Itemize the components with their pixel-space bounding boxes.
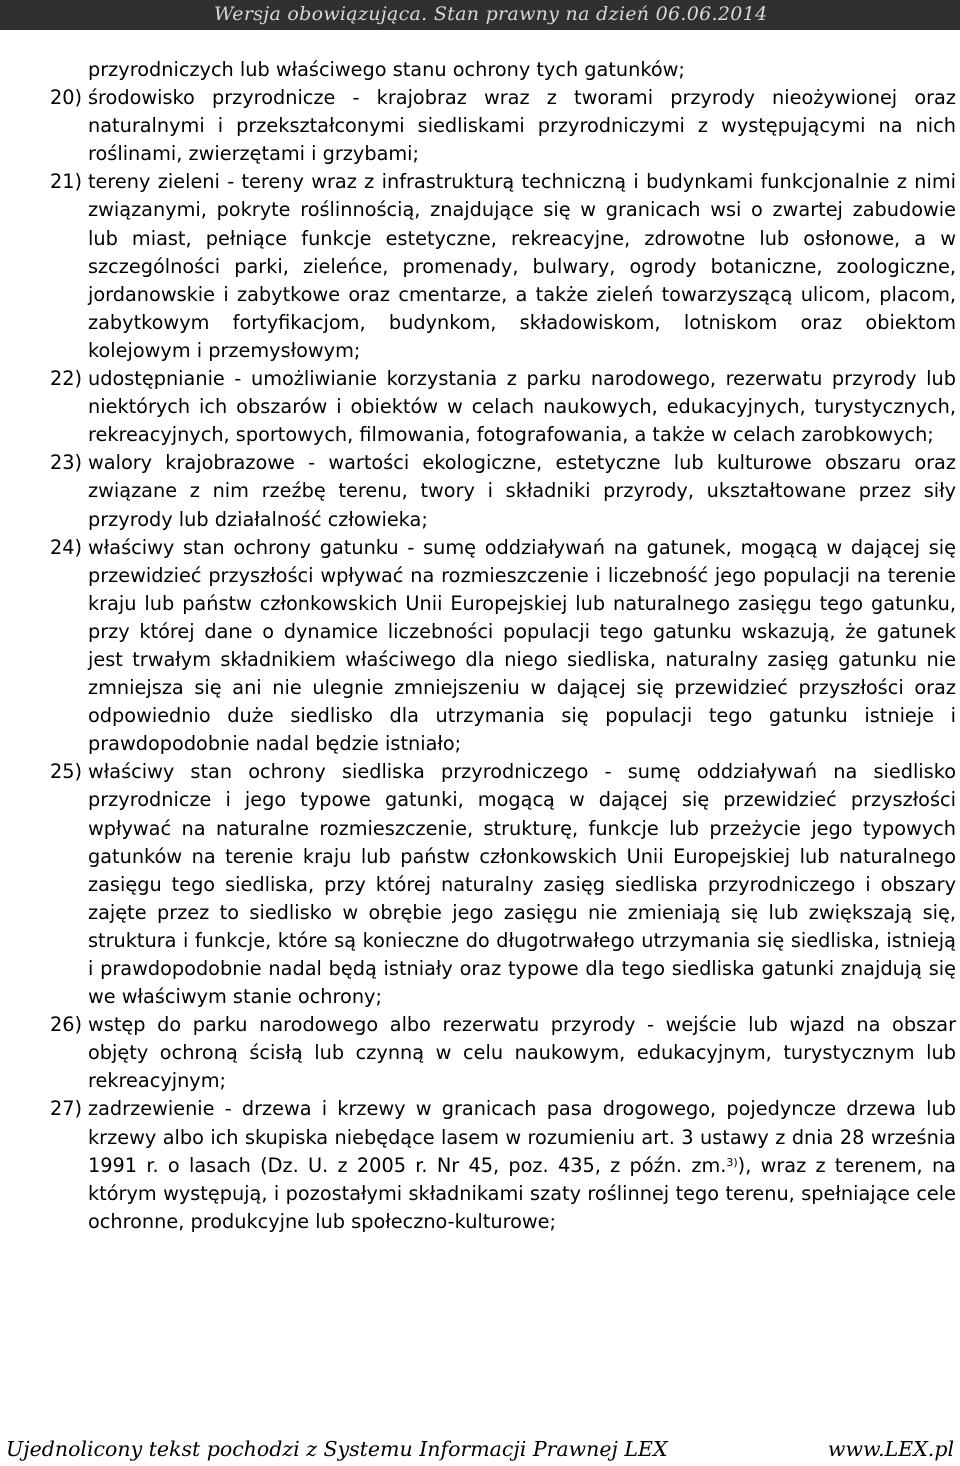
page-footer bbox=[0, 1429, 960, 1466]
item-text: właściwy stan ochrony siedliska przyrodniczego - sumę oddziaływań na siedlisko przyrodnicze i jego typowe gatunki, mogącą w dającej się przewidzieć przyszłości wpływać na naturalne rozmieszczenie, strukturę, funkcje lub przeżycie jego typowych gatunków na terenie kraju lub państw członkowskich Unii Europejskiej lub naturalnego zasięgu tego siedliska, przy której naturalny zasięg siedliska przyrodniczego i obszary zajęte przez to siedlisko w obrębie jego zasięgu nie zmieniają się lub zwiększają się, struktura i funkcje, które są konieczne do długotrwałego utrzymania się siedliska, istnieją i prawdopodobnie nadal będą istniały oraz typowe dla tego siedliska gatunki znajdują się we właściwym stanie ochrony; bbox=[88, 760, 956, 1009]
item-text: środowisko przyrodnicze - krajobraz wraz z tworami przyrody nieożywionej oraz naturalnymi i przekształconymi siedliskami przyrodniczymi z występującymi na nich roślinami, zwierzętami i grzybami; bbox=[88, 86, 956, 166]
item-text: udostępnianie - umożliwianie korzystania z parku narodowego, rezerwatu przyrody lub niektórych ich obszarów i obiektów w celach naukowych, edukacyjnych, turystycznych, rekreacyjnych, sportowych, filmowania, fotografowania, a także w celach zarobkowych; bbox=[88, 367, 956, 447]
item-text: walory krajobrazowe - wartości ekologiczne, estetyczne lub kulturowe obszaru oraz związane z nim rzeźbę terenu, twory i składniki przyrody, ukształtowane przez siły przyrody lub działalność człowieka; bbox=[88, 451, 956, 531]
document-body bbox=[50, 56, 956, 1236]
list-item bbox=[50, 1011, 956, 1095]
footer-source: Ujednolicony tekst pochodzi z Systemu Informacji Prawnej LEX bbox=[6, 1437, 668, 1461]
item-number: 27) bbox=[50, 1097, 83, 1121]
continuation-text: przyrodniczych lub właściwego stanu ochrony tych gatunków; bbox=[88, 58, 685, 81]
footnote-ref[interactable]: 3) bbox=[726, 1155, 738, 1169]
list-item bbox=[50, 168, 956, 365]
item-number: 20) bbox=[50, 86, 83, 110]
list-item-27 bbox=[50, 1095, 956, 1235]
list-item bbox=[50, 84, 956, 168]
version-header: Wersja obowiązująca. Stan prawny na dzień 06.06.2014 bbox=[214, 3, 768, 25]
list-item bbox=[50, 365, 956, 449]
page-header-banner bbox=[0, 0, 960, 30]
definition-list bbox=[50, 84, 956, 1095]
item-number: 22) bbox=[50, 367, 83, 391]
item-text: wstęp do parku narodowego albo rezerwatu przyrody - wejście lub wjazd na obszar objęty ochroną ścisłą lub czynną w celu naukowym, edukacyjnym, turystycznym lub rekreacyjnym; bbox=[88, 1013, 956, 1093]
list-item bbox=[50, 534, 956, 759]
item-number: 21) bbox=[50, 170, 83, 194]
item-number: 23) bbox=[50, 451, 83, 475]
item-text-part: ), wraz z terenem, na którym występują, i pozostałymi składnikami szaty roślinnej tego terenu, spełniające cele ochronne, produkcyjne lub społeczno-kulturowe; bbox=[88, 1153, 956, 1233]
item-number: 24) bbox=[50, 535, 83, 559]
item-number: 25) bbox=[50, 760, 83, 784]
list-item bbox=[50, 449, 956, 533]
footer-site-link[interactable]: www.LEX.pl bbox=[827, 1437, 954, 1461]
item-text-part: zadrzewienie - drzewa i krzewy w granicach pasa drogowego, pojedyncze drzewa lub krzewy albo ich skupiska niebędące lasem w rozumieniu art. 3 ustawy z dnia 28 września 1991 r. o lasach (Dz. U. z 2005 r. Nr 45, poz. 435, z późn. zm. bbox=[88, 1097, 956, 1177]
list-item bbox=[50, 758, 956, 1011]
item-text: tereny zieleni - tereny wraz z infrastrukturą techniczną i budynkami funkcjonalnie z nimi związanymi, pokryte roślinnością, znajdujące się w granicach wsi o zwartej zabudowie lub miast, pełniące funkcje estetyczne, rekreacyjne, zdrowotne lub osłonowe, a w szczególności parki, zieleńce, promenady, bulwary, ogrody botaniczne, zoologiczne, jordanowskie i zabytkowe oraz cmentarze, a także zieleń towarzyszącą ulicom, placom, zabytkowym fortyfikacjom, budynkom, składowiskom, lotniskom oraz obiektom kolejowym i przemysłowym; bbox=[88, 170, 956, 362]
item-number: 26) bbox=[50, 1013, 83, 1037]
item-text bbox=[88, 1095, 956, 1235]
item-text: właściwy stan ochrony gatunku - sumę oddziaływań na gatunek, mogącą w dającej się przewidzieć przyszłości wpływać na rozmieszczenie i liczebność jego populacji na terenie kraju lub państw członkowskich Unii Europejskiej lub naturalnego zasięgu tego gatunku, przy której dane o dynamice liczebności populacji tego gatunku wskazują, że gatunek jest trwałym składnikiem właściwego dla niego siedliska, naturalny zasięg gatunku nie zmniejsza się ani nie ulegnie zmniejszeniu w dającej się przewidzieć przyszłości oraz odpowiednio duże siedlisko dla utrzymania się populacji tego gatunku istnieje i prawdopodobnie nadal będzie istniało; bbox=[88, 535, 956, 756]
